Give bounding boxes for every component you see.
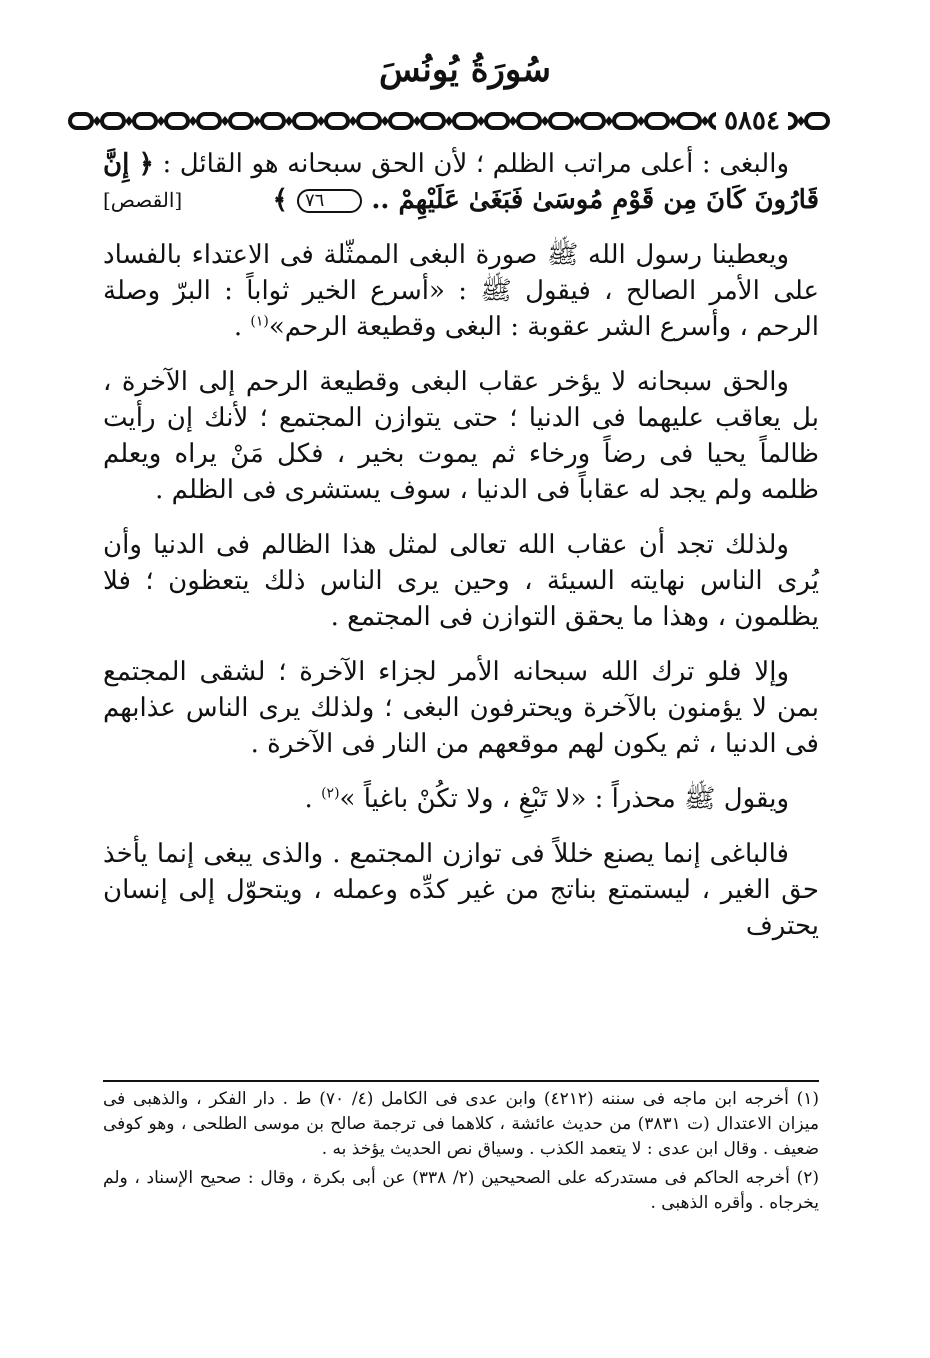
surah-title: سُورَةُ يُونُسَ	[379, 50, 551, 90]
chain-link	[582, 114, 604, 128]
quran-verse: ﴿ إِنَّ قَارُونَ كَانَ مِن قَوْمِ مُوسَىٰ فَبَغَىٰ عَلَيْهِمْ ..	[103, 149, 819, 215]
chain-link	[70, 114, 92, 128]
verse-source: [القصص]	[103, 188, 183, 212]
chain-link	[390, 114, 412, 128]
chain-diamond	[637, 116, 645, 126]
footnote-marker: (١)	[250, 313, 269, 330]
chain-diamond	[189, 116, 197, 126]
paragraph-text: ويقول ﷺ محذراً : «لا تَبْغِ ، ولا تكُنْ باغياً »	[339, 784, 789, 814]
paragraph: ولذلك تجد أن عقاب الله تعالى لمثل هذا الظالم فى الدنيا وأن يُرى الناس نهايته السيئة ، وحين يرى الناس ذلك يتعظون ؛ فلا يظلمون ، وهذا ما يحقق التوازن فى المجتمع .	[103, 530, 819, 632]
chain-diamond	[253, 116, 261, 126]
paragraph	[103, 781, 819, 817]
footnotes	[103, 1087, 819, 1220]
chain-link	[134, 114, 156, 128]
chain-link	[614, 114, 636, 128]
paragraph-end: .	[233, 312, 251, 342]
chain-link	[326, 114, 348, 128]
chain-diamond	[797, 116, 805, 126]
paragraph-end: .	[304, 784, 322, 814]
chain-diamond	[125, 116, 133, 126]
verse-close-bracket: ﴾	[272, 185, 297, 215]
chain-link	[454, 114, 476, 128]
paragraph-text: ويعطينا رسول الله ﷺ صورة البغى الممثّلة فى الاعتداء بالفساد على الأمر الصالح ، فيقول ﷺ : «أسرع الخير ثواباً : البرّ وصلة الرحم ، وأسرع الشر عقوبة : البغى وقطيعة الرحم»	[103, 240, 819, 342]
footnote-marker: (٢)	[321, 785, 340, 802]
paragraph-text: والبغى : أعلى مراتب الظلم ؛ لأن الحق سبحانه هو القائل :	[153, 149, 789, 179]
chain-diamond	[413, 116, 421, 126]
chain-diamond	[605, 116, 613, 126]
chain-link	[422, 114, 444, 128]
chain-link	[294, 114, 316, 128]
paragraph: فالباغى إنما يصنع خللاً فى توازن المجتمع . والذى يبغى إنما يأخذ حق الغير ، ليستمتع بناتج من غير كدِّه وعمله ، ويتحوّل إلى إنسان يحترف	[103, 839, 819, 941]
paragraph: والحق سبحانه لا يؤخر عقاب البغى وقطيعة الرحم إلى الآخرة ، بل يعاقب عليهما فى الدنيا ؛ حتى يتوازن المجتمع ؛ لأنك إن رأيت ظالماً يحيا فى رضاً ورخاء ثم يموت بخير ، فكل مَنْ يراه ويعلم ظلمه ولم يجد له عقاباً فى الدنيا ، سوف يستشرى فى الظلم .	[103, 367, 819, 505]
chain-link	[262, 114, 284, 128]
main-text	[103, 146, 819, 963]
chain-diamond	[157, 116, 165, 126]
chain-diamond	[509, 116, 517, 126]
footnote: (١) أخرجه ابن ماجه فى سننه (٤٢١٢) وابن عدى فى الكامل (٤/ ٧٠) ط . دار الفكر ، والذهبى فى ميزان الاعتدال (ت ٣٨٣١) من حديث عائشة ، كلاهما فى ترجمة صالح بن موسى الطلحى ، وهو كوفى ضعيف . وقال ابن عدى : لا يتعمد الكذب . وسياق نص الحديث يؤخذ به .	[103, 1089, 819, 1159]
chain-diamond	[701, 116, 709, 126]
chain-link	[518, 114, 540, 128]
chain-diamond	[381, 116, 389, 126]
chain-diamond	[669, 116, 677, 126]
chain-diamond	[317, 116, 325, 126]
chain-diamond	[93, 116, 101, 126]
paragraph	[103, 237, 819, 345]
chain-diamond	[477, 116, 485, 126]
chain-link	[806, 114, 828, 128]
chain-link	[166, 114, 188, 128]
paragraph: وإلا فلو ترك الله سبحانه الأمر لجزاء الآخرة ؛ لشقى المجتمع بمن لا يؤمنون بالآخرة ويحترفون البغى ؛ ولذلك يرى الناس عذابهم فى الدنيا ، ثم يكون لهم موقعهم من النار فى الآخرة .	[103, 657, 819, 759]
paragraph-quran-quote	[103, 146, 819, 218]
chain-link	[230, 114, 252, 128]
footnote-separator	[103, 1080, 819, 1082]
chain-link	[102, 114, 124, 128]
footnote: (٢) أخرجه الحاكم فى مستدركه على الصحيحين (٢/ ٣٣٨) عن أبى بكرة ، وقال : صحيح الإسناد ، ولم يخرجاه . وأقره الذهبى .	[103, 1168, 819, 1213]
chain-diamond	[349, 116, 357, 126]
chain-link	[550, 114, 572, 128]
chain-link	[646, 114, 668, 128]
chain-link	[486, 114, 508, 128]
chain-diamond	[221, 116, 229, 126]
page-number: ٥٨٥٤	[716, 104, 788, 138]
chain-diamond	[445, 116, 453, 126]
chain-diamond	[541, 116, 549, 126]
chain-diamond	[285, 116, 293, 126]
chain-diamond	[573, 116, 581, 126]
verse-number: ٧٦	[297, 189, 362, 213]
chain-link	[678, 114, 700, 128]
chain-link	[358, 114, 380, 128]
chain-link	[198, 114, 220, 128]
